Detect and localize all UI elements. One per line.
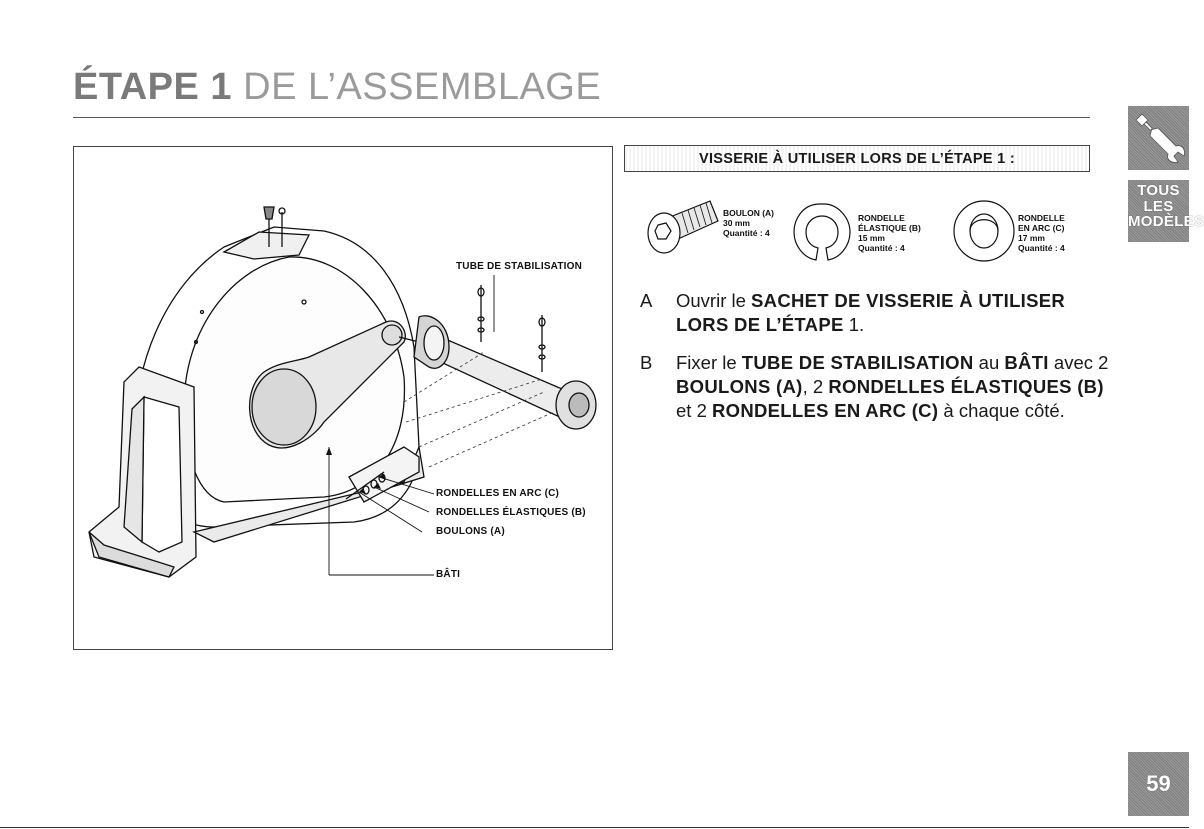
page-title-step: ÉTAPE 1 <box>73 66 233 108</box>
wrench-icon <box>1128 106 1189 170</box>
step-b-t5: et 2 <box>676 400 712 421</box>
label-bolts: BOULONS (A) <box>436 526 505 537</box>
arc-washer-name: RONDELLE <box>1018 213 1065 223</box>
hardware-item-arc-washer <box>1018 213 1065 253</box>
step-b-b2: BÂTI <box>1004 352 1049 373</box>
all-models-tab[interactable] <box>1128 180 1204 242</box>
arc-washer-name2: EN ARC (C) <box>1018 223 1065 233</box>
page-title-rest: DE L’ASSEMBLAGE <box>232 66 602 108</box>
spring-washer-size: 15 mm <box>858 233 885 243</box>
step-a-t2: 1. <box>843 314 865 335</box>
arc-washer-icon <box>950 198 1018 264</box>
step-b-t6: à chaque côté. <box>938 400 1065 421</box>
label-spring-washers: RONDELLES ÉLASTIQUES (B) <box>436 507 586 518</box>
step-a-text <box>676 289 1116 337</box>
step-b-t3: avec 2 <box>1048 352 1109 373</box>
spring-washer-name2: ÉLASTIQUE (B) <box>858 223 921 233</box>
step-b-t2: au <box>973 352 1005 373</box>
bolt-icon <box>640 195 730 265</box>
step-a-letter: A <box>640 290 653 311</box>
title-divider <box>73 117 1090 118</box>
hardware-item-bolt <box>723 208 774 238</box>
step-b-b3: BOULONS (A) <box>676 376 803 397</box>
all-models-line2: LES <box>1143 197 1174 215</box>
assembly-figure <box>73 146 613 650</box>
hardware-header: VISSERIE À UTILISER LORS DE L’ÉTAPE 1 : <box>624 145 1090 172</box>
bolt-name: BOULON (A) <box>723 208 774 218</box>
label-arc-washers: RONDELLES EN ARC (C) <box>436 488 560 499</box>
all-models-line3: MODÈLES <box>1128 213 1204 230</box>
bolt-qty: Quantité : 4 <box>723 228 770 238</box>
label-stabilizer-tube: TUBE DE STABILISATION <box>456 261 583 272</box>
step-a-b1: SACHET DE VISSERIE À UTILISER LORS DE L’ÉTAPE <box>676 290 1066 335</box>
all-models-line1: TOUS <box>1137 182 1180 199</box>
page-title <box>73 66 601 109</box>
step-a-t1: Ouvrir le <box>676 290 752 311</box>
assembly-illustration <box>74 147 614 651</box>
step-b-t4: , 2 <box>802 376 829 397</box>
bottom-divider <box>0 827 1189 828</box>
spring-washer-qty: Quantité : 4 <box>858 243 905 253</box>
step-b-letter: B <box>640 352 653 373</box>
label-frame: BÂTI <box>436 569 461 580</box>
arc-washer-qty: Quantité : 4 <box>1018 243 1065 253</box>
step-b-t1: Fixer le <box>676 352 742 373</box>
step-b-b5: RONDELLES EN ARC (C) <box>712 400 939 421</box>
page-number: 59 <box>1128 752 1189 816</box>
hardware-item-spring-washer <box>858 213 921 253</box>
bolt-size: 30 mm <box>723 218 750 228</box>
step-b-b1: TUBE DE STABILISATION <box>741 352 974 373</box>
step-b-text <box>676 351 1116 423</box>
assembly-tab[interactable] <box>1128 106 1189 170</box>
spring-washer-icon <box>790 200 856 264</box>
step-b-b4: RONDELLES ÉLASTIQUES (B) <box>828 376 1104 397</box>
spring-washer-name: RONDELLE <box>858 213 905 223</box>
arc-washer-size: 17 mm <box>1018 233 1045 243</box>
